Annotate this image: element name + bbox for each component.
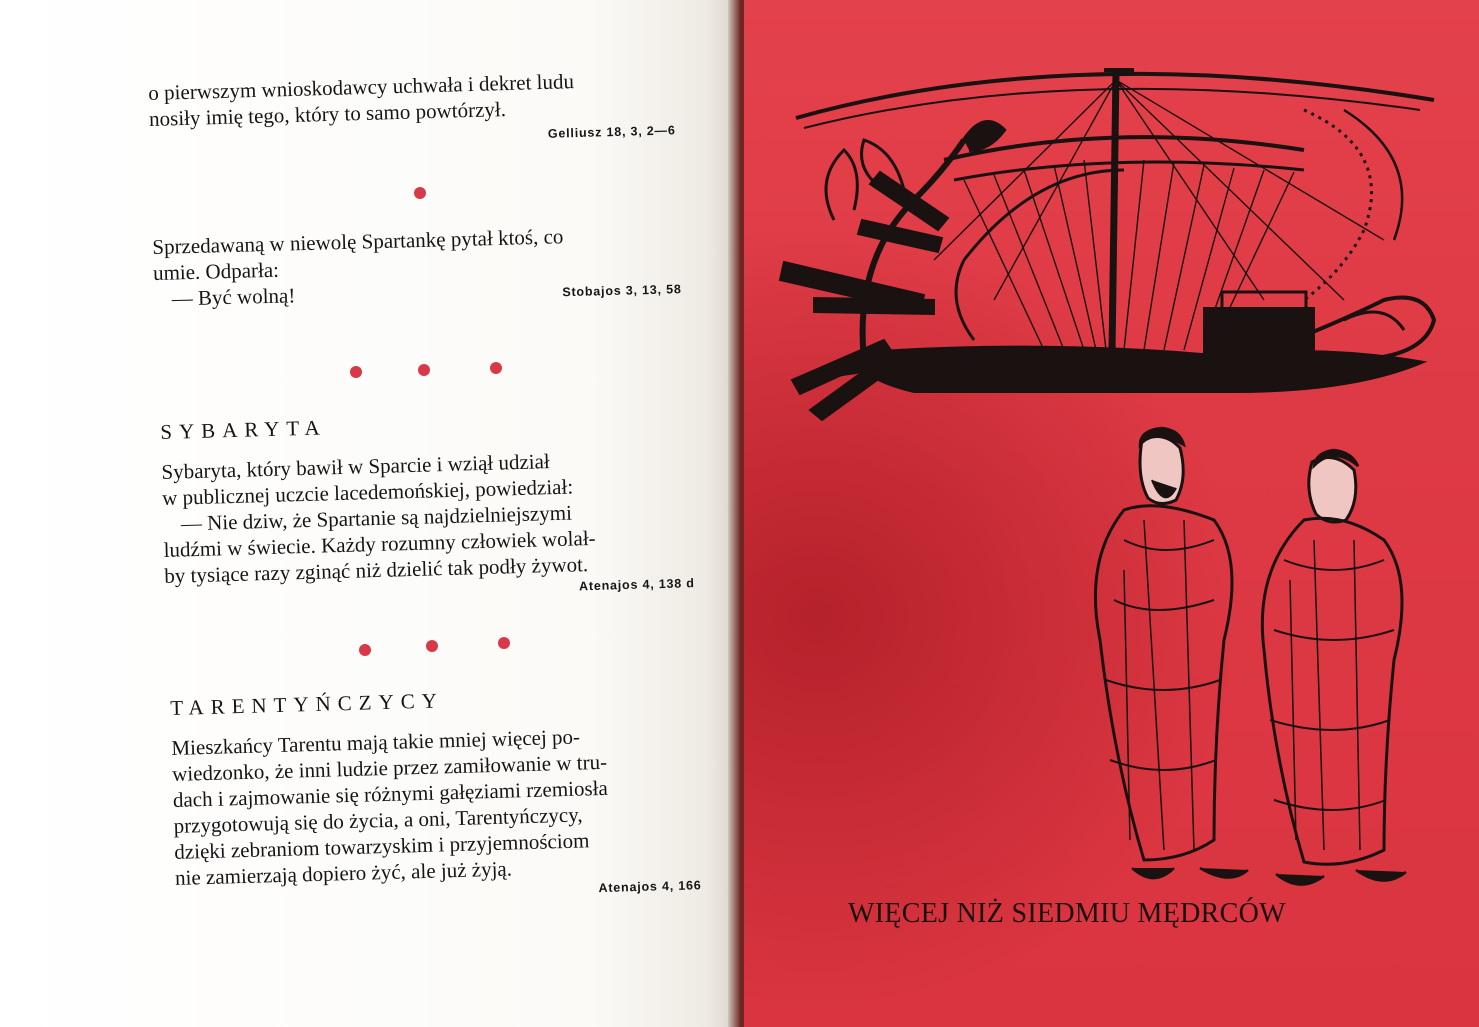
- text-line: w publicznej uczcie lacedemońskiej, powiedział:: [161, 474, 574, 510]
- text-line: o pierwszym wnioskodawcy uchwała i dekret ludu: [148, 69, 575, 105]
- text-line: nosiły imię tego, który to samo powtórzył.: [148, 97, 507, 131]
- text-line: ludźmi w świecie. Każdy rozumny człowiek wolał-: [163, 525, 596, 562]
- separator-dot: [359, 644, 371, 656]
- section-heading: SYBARYTA: [160, 415, 327, 444]
- citation: Gelliusz 18, 3, 2—6: [547, 123, 676, 141]
- separator-dot: [490, 362, 502, 374]
- two-philosophers-illustration: [1095, 428, 1406, 885]
- text-line: umie. Odparła:: [152, 257, 280, 285]
- left-page: [0, 0, 738, 1027]
- spartan-anecdote-block: [152, 220, 682, 310]
- text-line: przygotowują się do życia, a oni, Tarentyńczycy,: [173, 802, 583, 838]
- separator-dot: [426, 640, 438, 652]
- tarentynczycy-text: [171, 720, 701, 891]
- separator-dot: [350, 366, 362, 378]
- separator-dot: [414, 187, 426, 199]
- text-line: dzięki zebraniom towarzyskim i przyjemnościom: [174, 828, 590, 864]
- text-line: by tysiące razy zginąć niż dzielić tak podły żywot.: [164, 552, 589, 588]
- citation: Atenajos 4, 138 d: [578, 576, 695, 594]
- separator-dot: [418, 364, 430, 376]
- book-title: WIĘCEJ NIŻ SIEDMIU MĘDRCÓW: [848, 898, 1286, 929]
- right-page: [744, 0, 1479, 1027]
- text-line: dach i zajmowanie się różnymi gałęziami rzemiosła: [172, 775, 609, 812]
- citation: Atenajos 4, 166: [598, 878, 702, 896]
- text-line: Sybaryta, który bawił w Sparcie i wziął udział: [161, 449, 551, 484]
- separator-dot: [498, 637, 510, 649]
- text-line: — Nie dziw, że Spartanie są najdzielniejszymi: [180, 500, 573, 536]
- section-heading: TARENTYŃCZYCY: [170, 688, 445, 720]
- text-line: — Być wolną!: [171, 283, 296, 311]
- fragment-block: [148, 65, 676, 152]
- sybaryta-text: [161, 444, 694, 589]
- greek-ship-illustration: [780, 70, 1434, 420]
- text-line: Mieszkańcy Tarentu mają takie mniej więcej po-: [171, 724, 581, 760]
- text-line: Sprzedawaną w niewolę Spartankę pytał ktoś, co: [152, 224, 564, 259]
- citation: Stobajos 3, 13, 58: [562, 282, 682, 300]
- cover-illustration: [744, 0, 1479, 1027]
- tarentynczycy-block: [170, 681, 702, 907]
- sybaryta-block: [160, 405, 695, 605]
- text-line: nie zamierzają dopiero żyć, ale już żyją.: [174, 856, 513, 890]
- fragment-text: [148, 65, 675, 132]
- text-line: wiedzonko, że inni ludzie przez zamiłowanie w tru-: [171, 749, 608, 786]
